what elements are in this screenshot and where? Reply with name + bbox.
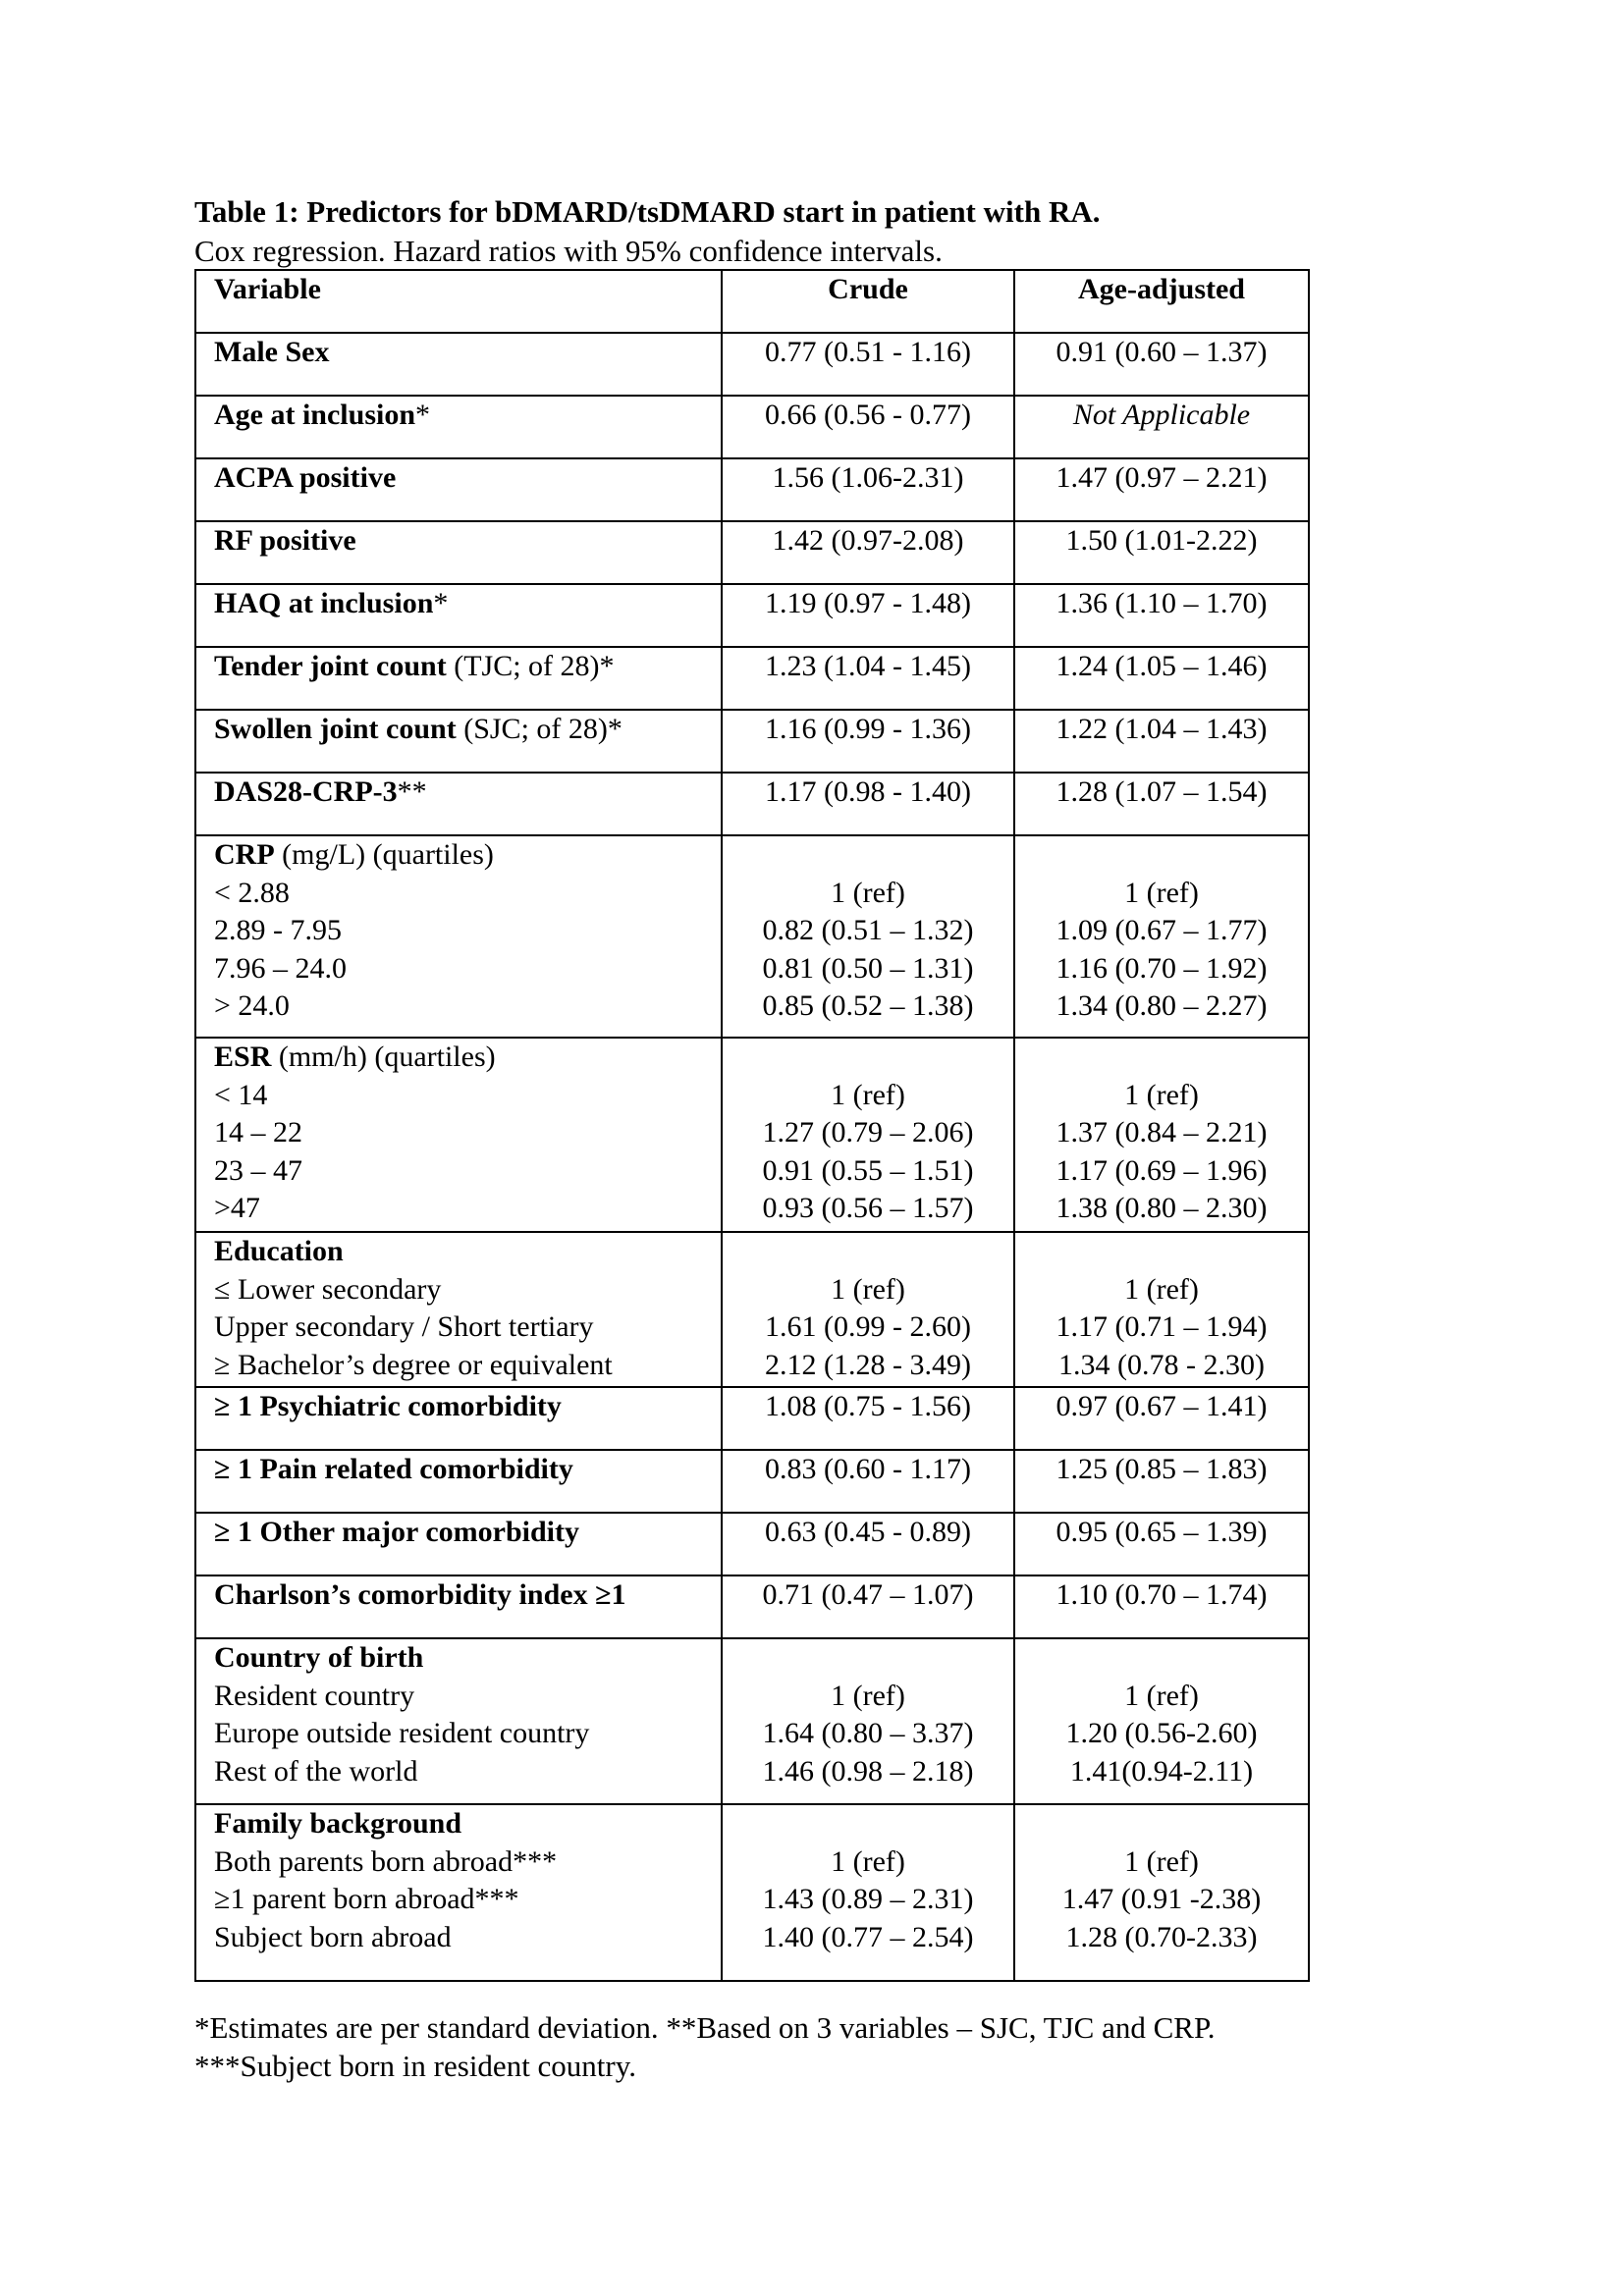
table-row — [195, 647, 1309, 710]
esr-crude: 1.27 (0.79 – 2.06) — [762, 1116, 974, 1148]
footnotes — [194, 2008, 1216, 2085]
row-variable: ACPA positive — [214, 461, 397, 494]
esr-crude: 0.93 (0.56 – 1.57) — [762, 1192, 974, 1224]
row-adjusted: 0.91 (0.60 – 1.37) — [1014, 333, 1309, 396]
education-heading: Education — [214, 1235, 344, 1267]
family-adjusted: 1.28 (0.70-2.33) — [1065, 1920, 1258, 1953]
row-variable: Male Sex — [214, 336, 330, 368]
row-crude: 0.66 (0.56 - 0.77) — [722, 396, 1014, 458]
table-row — [195, 1450, 1309, 1513]
education-crude: 1 (ref) — [831, 1272, 905, 1306]
row-adjusted: 0.97 (0.67 – 1.41) — [1014, 1387, 1309, 1450]
row-adjusted: 1.47 (0.97 – 2.21) — [1014, 458, 1309, 521]
table-header-row — [195, 270, 1309, 333]
row-variable-note: (TJC; of 28)* — [446, 650, 615, 682]
esr-adjusted: 1.17 (0.69 – 1.96) — [1056, 1153, 1268, 1187]
row-crude: 1.19 (0.97 - 1.48) — [722, 584, 1014, 647]
table-row — [195, 333, 1309, 396]
row-variable-note: (SJC; of 28)* — [456, 713, 623, 745]
crp-adjusted: 1.16 (0.70 – 1.92) — [1056, 951, 1268, 985]
row-crude: 0.83 (0.60 - 1.17) — [722, 1450, 1014, 1513]
crp-level: 7.96 – 24.0 — [214, 951, 347, 985]
table-label: Table 1 — [194, 194, 290, 229]
row-variable-note: * — [433, 587, 449, 619]
esr-heading-note: (mm/h) (quartiles) — [271, 1041, 496, 1073]
table-row-education — [195, 1232, 1309, 1387]
results-table — [194, 269, 1310, 1982]
country-crude: 1 (ref) — [831, 1679, 905, 1712]
education-level: Upper secondary / Short tertiary — [214, 1310, 594, 1343]
family-adjusted: 1.47 (0.91 -2.38) — [1061, 1883, 1262, 1915]
row-crude: 0.77 (0.51 - 1.16) — [722, 333, 1014, 396]
row-crude: 1.42 (0.97-2.08) — [722, 521, 1014, 584]
country-crude: 1.46 (0.98 – 2.18) — [762, 1754, 974, 1788]
header-age-adjusted: Age-adjusted — [1014, 270, 1309, 333]
row-variable: ≥ 1 Pain related comorbidity — [195, 1450, 722, 1513]
footnote-line: *Estimates are per standard deviation. **Based on 3 variables – SJC, TJC and CRP. — [194, 2010, 1216, 2045]
row-variable: Tender joint count — [214, 650, 447, 682]
row-variable: ≥ 1 Psychiatric comorbidity — [195, 1387, 722, 1450]
header-crude: Crude — [722, 270, 1014, 333]
table-row-family — [195, 1804, 1309, 1981]
crp-level: < 2.88 — [214, 876, 290, 909]
family-heading: Family background — [214, 1807, 461, 1840]
table-row — [195, 1513, 1309, 1575]
esr-heading: ESR — [214, 1041, 272, 1073]
country-heading: Country of birth — [214, 1641, 424, 1674]
table-row — [195, 458, 1309, 521]
row-variable: Age at inclusion — [214, 399, 416, 431]
esr-adjusted: 1.38 (0.80 – 2.30) — [1056, 1192, 1268, 1224]
crp-crude: 0.85 (0.52 – 1.38) — [762, 989, 974, 1022]
education-level: ≤ Lower secondary — [214, 1272, 442, 1306]
header-variable: Variable — [195, 270, 722, 333]
country-adjusted: 1.20 (0.56-2.60) — [1065, 1717, 1258, 1749]
crp-crude: 1 (ref) — [831, 876, 905, 909]
row-crude: 1.08 (0.75 - 1.56) — [722, 1387, 1014, 1450]
footnote-line: ***Subject born in resident country. — [194, 2049, 636, 2083]
row-variable: Swollen joint count — [214, 713, 457, 745]
family-crude: 1.40 (0.77 – 2.54) — [762, 1920, 974, 1953]
table-row-esr — [195, 1038, 1309, 1232]
row-crude: 1.56 (1.06-2.31) — [722, 458, 1014, 521]
table-row — [195, 1575, 1309, 1638]
country-level: Rest of the world — [214, 1754, 418, 1788]
education-crude: 2.12 (1.28 - 3.49) — [765, 1348, 971, 1381]
family-crude: 1.43 (0.89 – 2.31) — [762, 1883, 974, 1915]
country-crude: 1.64 (0.80 – 3.37) — [762, 1717, 974, 1749]
esr-level: < 14 — [214, 1078, 268, 1111]
table-row — [195, 521, 1309, 584]
family-level: Subject born abroad — [214, 1920, 452, 1953]
row-adjusted: 0.95 (0.65 – 1.39) — [1014, 1513, 1309, 1575]
row-variable: HAQ at inclusion — [214, 587, 434, 619]
education-adjusted: 1.17 (0.71 – 1.94) — [1056, 1310, 1268, 1343]
country-level: Europe outside resident country — [214, 1717, 590, 1749]
row-variable: Charlson’s comorbidity index ≥1 — [195, 1575, 722, 1638]
family-adjusted: 1 (ref) — [1124, 1844, 1199, 1878]
esr-crude: 0.91 (0.55 – 1.51) — [762, 1153, 974, 1187]
row-adjusted: 1.36 (1.10 – 1.70) — [1014, 584, 1309, 647]
crp-adjusted: 1.09 (0.67 – 1.77) — [1056, 914, 1268, 946]
row-crude: 0.63 (0.45 - 0.89) — [722, 1513, 1014, 1575]
crp-heading: CRP — [214, 838, 275, 871]
country-adjusted: 1 (ref) — [1124, 1679, 1199, 1712]
table-row — [195, 773, 1309, 835]
row-variable: DAS28-CRP-3 — [214, 775, 398, 808]
crp-level: 2.89 - 7.95 — [214, 914, 342, 946]
esr-level: 14 – 22 — [214, 1116, 302, 1148]
esr-level: 23 – 47 — [214, 1153, 302, 1187]
row-variable-note: ** — [397, 775, 427, 808]
row-adjusted: 1.25 (0.85 – 1.83) — [1014, 1450, 1309, 1513]
table-row — [195, 710, 1309, 773]
row-crude: 1.16 (0.99 - 1.36) — [722, 710, 1014, 773]
table-row — [195, 584, 1309, 647]
table-row-crp — [195, 835, 1309, 1038]
education-adjusted: 1.34 (0.78 - 2.30) — [1058, 1348, 1265, 1381]
row-adjusted: 1.10 (0.70 – 1.74) — [1014, 1575, 1309, 1638]
esr-adjusted: 1 (ref) — [1124, 1078, 1199, 1111]
row-variable: ≥ 1 Other major comorbidity — [195, 1513, 722, 1575]
esr-adjusted: 1.37 (0.84 – 2.21) — [1056, 1116, 1268, 1148]
table-caption-title — [194, 194, 1100, 230]
crp-crude: 0.82 (0.51 – 1.32) — [762, 914, 974, 946]
crp-adjusted: 1 (ref) — [1124, 876, 1199, 909]
education-level: ≥ Bachelor’s degree or equivalent — [214, 1348, 613, 1381]
table-row — [195, 396, 1309, 458]
crp-crude: 0.81 (0.50 – 1.31) — [762, 951, 974, 985]
esr-crude: 1 (ref) — [831, 1078, 905, 1111]
education-adjusted: 1 (ref) — [1124, 1272, 1199, 1306]
row-adjusted: 1.22 (1.04 – 1.43) — [1014, 710, 1309, 773]
table-subtitle: Cox regression. Hazard ratios with 95% confidence intervals. — [194, 234, 943, 268]
row-variable: RF positive — [214, 524, 356, 557]
row-crude: 1.23 (1.04 - 1.45) — [722, 647, 1014, 710]
row-adjusted: 1.28 (1.07 – 1.54) — [1014, 773, 1309, 835]
table-row-country — [195, 1638, 1309, 1804]
country-adjusted: 1.41(0.94-2.11) — [1069, 1754, 1254, 1788]
family-level: ≥1 parent born abroad*** — [214, 1883, 519, 1915]
row-adjusted: 1.50 (1.01-2.22) — [1014, 521, 1309, 584]
table-row — [195, 1387, 1309, 1450]
row-adjusted: Not Applicable — [1014, 396, 1309, 458]
row-crude: 0.71 (0.47 – 1.07) — [722, 1575, 1014, 1638]
country-level: Resident country — [214, 1679, 415, 1712]
crp-level: > 24.0 — [214, 989, 290, 1022]
crp-adjusted: 1.34 (0.80 – 2.27) — [1056, 989, 1268, 1022]
table-title: : Predictors for bDMARD/tsDMARD start in patient with RA. — [289, 194, 1101, 229]
row-adjusted: 1.24 (1.05 – 1.46) — [1014, 647, 1309, 710]
family-crude: 1 (ref) — [831, 1844, 905, 1878]
education-crude: 1.61 (0.99 - 2.60) — [765, 1310, 971, 1343]
row-crude: 1.17 (0.98 - 1.40) — [722, 773, 1014, 835]
row-variable-note: * — [415, 399, 431, 431]
esr-level: >47 — [214, 1192, 260, 1224]
crp-heading-note: (mg/L) (quartiles) — [274, 838, 494, 871]
family-level: Both parents born abroad*** — [214, 1844, 558, 1878]
